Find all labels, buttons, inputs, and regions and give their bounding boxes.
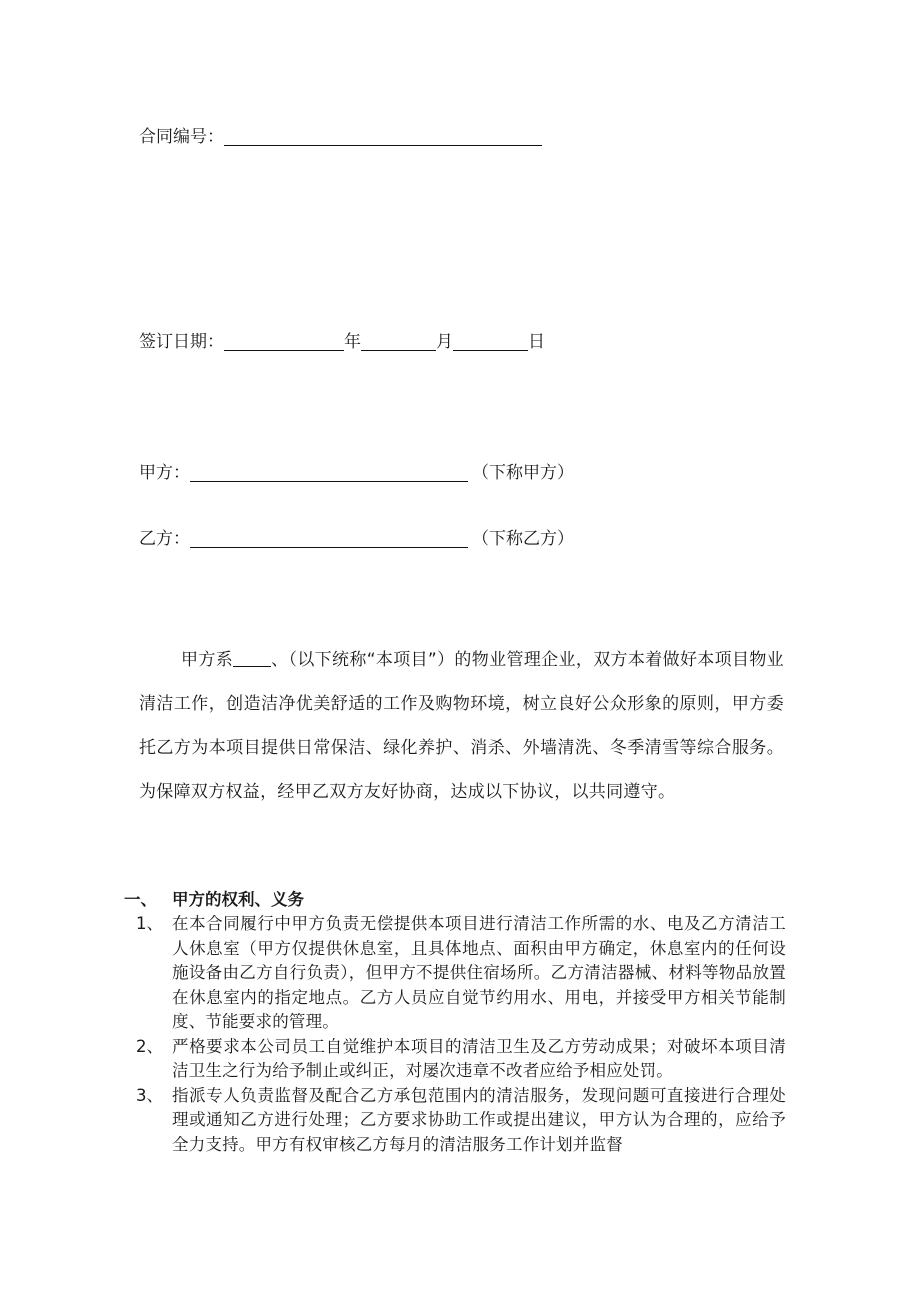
party-b-suffix: （下称乙方） [472, 529, 574, 549]
party-a-blank[interactable] [190, 463, 468, 482]
list-item-number: 1、 [136, 914, 163, 933]
section-1-number: 一、 [124, 890, 157, 909]
intro-text-part2: 、（以下统称“本项目”）的物业管理企业，双方本着做好本项目物业清洁工作，创造洁净优美舒适的工作及购物环境，树立良好公众形象的原则，甲方委托乙方为本项目提供日常保洁、绿化养护、消杀、外墙清洗、冬季清雪等综合服务。为保障双方权益，经甲乙双方友好协商，达成以下协议，以共同遵守。 [139, 650, 784, 802]
party-b-row [139, 528, 574, 550]
section-1-heading [124, 888, 304, 912]
party-a-label: 甲方： [139, 463, 190, 483]
party-a-row [139, 462, 574, 484]
sign-date-month-label: 月 [436, 332, 453, 352]
intro-text-part1: 甲方系 [181, 650, 234, 670]
sign-date-label: 签订日期： [139, 332, 224, 352]
list-item [136, 1084, 786, 1158]
list-item [136, 1035, 786, 1084]
section-1-items [136, 912, 786, 1157]
contract-number-label: 合同编号： [139, 127, 224, 147]
project-name-blank[interactable] [233, 650, 271, 667]
contract-number-row [139, 126, 542, 148]
party-b-label: 乙方： [139, 529, 190, 549]
sign-date-row [139, 331, 545, 353]
list-item-number: 2、 [136, 1036, 163, 1056]
sign-date-year-blank[interactable] [224, 332, 344, 351]
list-item-text: 在本合同履行中甲方负责无偿提供本项目进行清洁工作所需的水、电及乙方清洁工人休息室（甲方仅提供休息室，且具体地点、面积由甲方确定，休息室内的任何设施设备由乙方自行负责），但甲方不提供住宿场所。乙方清洁器械、材料等物品放置在休息室内的指定地点。乙方人员应自觉节约用水、用电，并接受甲方相关节能制度、节能要求的管理。 [172, 914, 786, 1031]
list-item-text: 指派专人负责监督及配合乙方承包范围内的清洁服务，发现问题可直接进行合理处理或通知乙方进行处理；乙方要求协助工作或提出建议，甲方认为合理的，应给予全力支持。甲方有权审核乙方每月的清洁服务工作计划并监督 [172, 1085, 786, 1154]
party-b-blank[interactable] [190, 529, 468, 548]
party-a-suffix: （下称甲方） [472, 463, 574, 483]
sign-date-day-blank[interactable] [453, 332, 528, 351]
sign-date-year-label: 年 [344, 332, 361, 352]
section-1-title: 甲方的权利、义务 [172, 890, 304, 909]
list-item-text: 严格要求本公司员工自觉维护本项目的清洁卫生及乙方劳动成果；对破坏本项目清洁卫生之行为给予制止或纠正，对屡次违章不改者应给予相应处罚。 [172, 1036, 786, 1080]
sign-date-month-blank[interactable] [361, 332, 436, 351]
list-item [136, 912, 786, 1035]
intro-paragraph [139, 638, 784, 814]
sign-date-day-label: 日 [528, 332, 545, 352]
list-item-number: 3、 [136, 1085, 163, 1105]
contract-number-blank[interactable] [224, 127, 542, 146]
